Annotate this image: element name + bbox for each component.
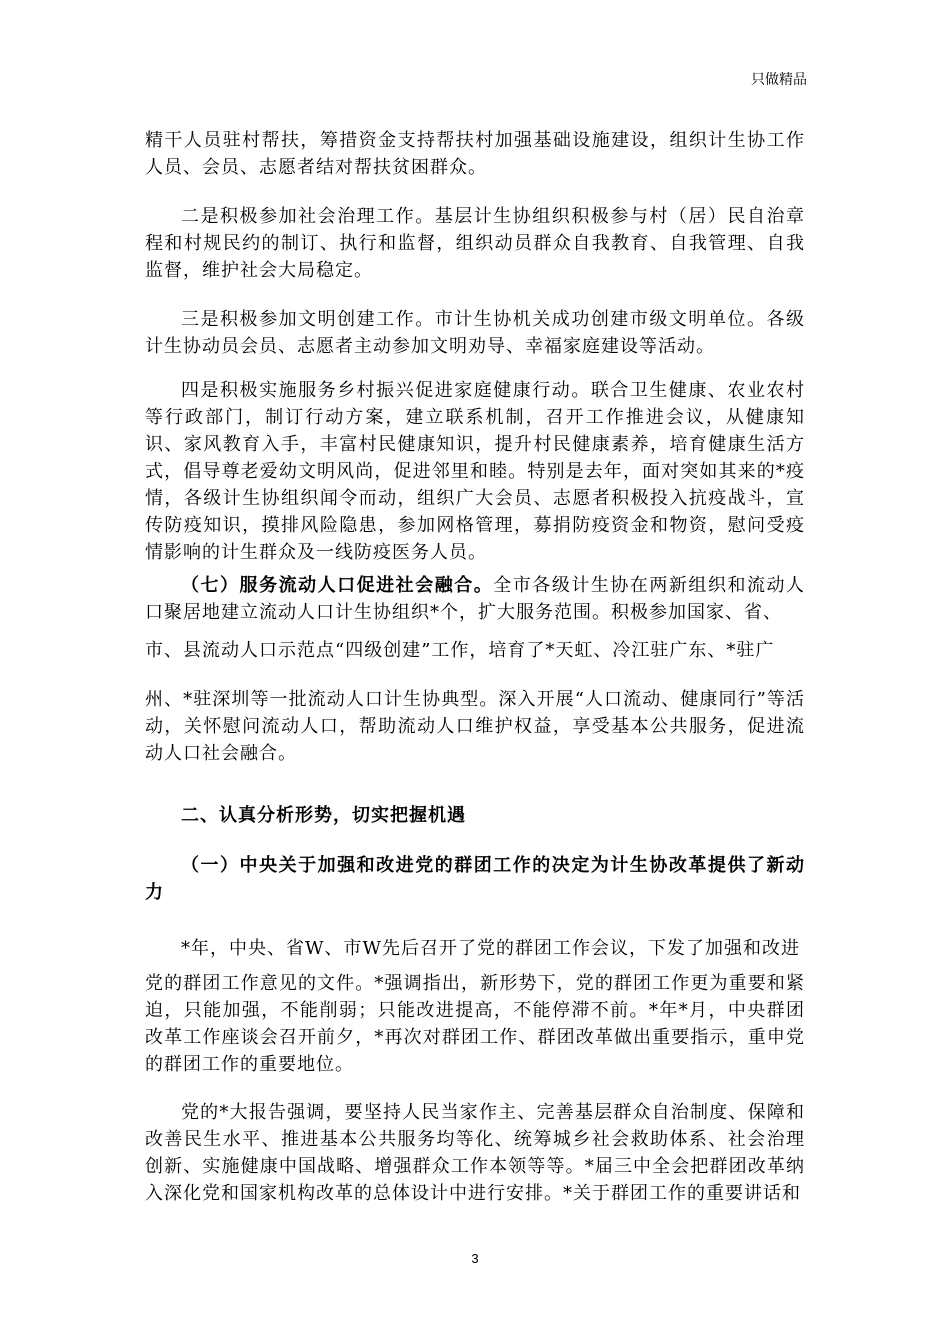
paragraph: 三是积极参加文明创建工作。市计生协机关成功创建市级文明单位。各级计生协动员会员、志愿者主动参加文明劝导、幸福家庭建设等活动。 bbox=[145, 309, 805, 357]
paragraph: 党的群团工作意见的文件。*强调指出，新形势下，党的群团工作更为重要和紧迫，只能加强，不能削弱；只能改进提高，不能停滞不前。*年*月，中央群团改革工作座谈会召开前夕，*再次对群团工作、群团改革做出重要指示，重申党的群团工作的重要地位。 bbox=[145, 973, 805, 1075]
paragraph: 党的*大报告强调，要坚持人民当家作主、完善基层群众自治制度、保障和改善民生水平、推进基本公共服务均等化、统筹城乡社会救助体系、社会治理创新、实施健康中国战略、增强群众工作本领等等。*届三中全会把群团改革纳入深化党和国家机构改革的总体设计中进行安排。*关于群团工作的重要讲话和 bbox=[145, 1102, 805, 1204]
section-heading: 二、认真分析形势，切实把握机遇 bbox=[181, 805, 466, 826]
paragraph: 四是积极实施服务乡村振兴促进家庭健康行动。联合卫生健康、农业农村等行政部门，制订行动方案，建立联系机制，召开工作推进会议，从健康知识、家风教育入手，丰富村民健康知识，提升村民健康素养，培育健康生活方式，倡导尊老爱幼文明风尚，促进邻里和睦。特别是去年，面对突如其来的*疫情，各级计生协组织闻令而动，组织广大会员、志愿者积极投入抗疫战斗，宣传防疫知识，摸排风险隐患，参加网格管理，募捐防疫资金和物资，慰问受疫情影响的计生群众及一线防疫医务人员。 bbox=[145, 380, 805, 563]
paragraph: 州、*驻深圳等一批流动人口计生协典型。深入开展“人口流动、健康同行”等活动，关怀慰问流动人口，帮助流动人口维护权益，享受基本公共服务，促进流动人口社会融合。 bbox=[145, 689, 805, 764]
paragraph-line: *年，中央、省W、市W先后召开了党的群团工作会议，下发了加强和改进 bbox=[181, 938, 800, 959]
subsection-heading: （一）中央关于加强和改进党的群团工作的决定为计生协改革提供了新动力 bbox=[145, 855, 805, 903]
section-subheading: （七）服务流动人口促进社会融合。 bbox=[181, 575, 494, 596]
paragraph: 二是积极参加社会治理工作。基层计生协组织积极参与村（居）民自治章程和村规民约的制订、执行和监督，组织动员群众自我教育、自我管理、自我监督，维护社会大局稳定。 bbox=[145, 206, 805, 281]
paragraph-text: 全市各级计生协在两新组织和流动人口聚居地建立流动人口计生协组织*个，扩大服务范围。积极参加国家、省、 bbox=[145, 575, 806, 623]
paragraph: 精干人员驻村帮扶，筹措资金支持帮扶村加强基础设施建设，组织计生协工作人员、会员、志愿者结对帮扶贫困群众。 bbox=[145, 130, 805, 178]
paragraph-line: 市、县流动人口示范点“四级创建”工作，培育了*天虹、冷江驻广东、*驻广 bbox=[145, 640, 775, 661]
page-number: 3 bbox=[471, 1251, 479, 1266]
paragraph bbox=[145, 572, 805, 626]
header-label: 只做精品 bbox=[751, 72, 807, 88]
